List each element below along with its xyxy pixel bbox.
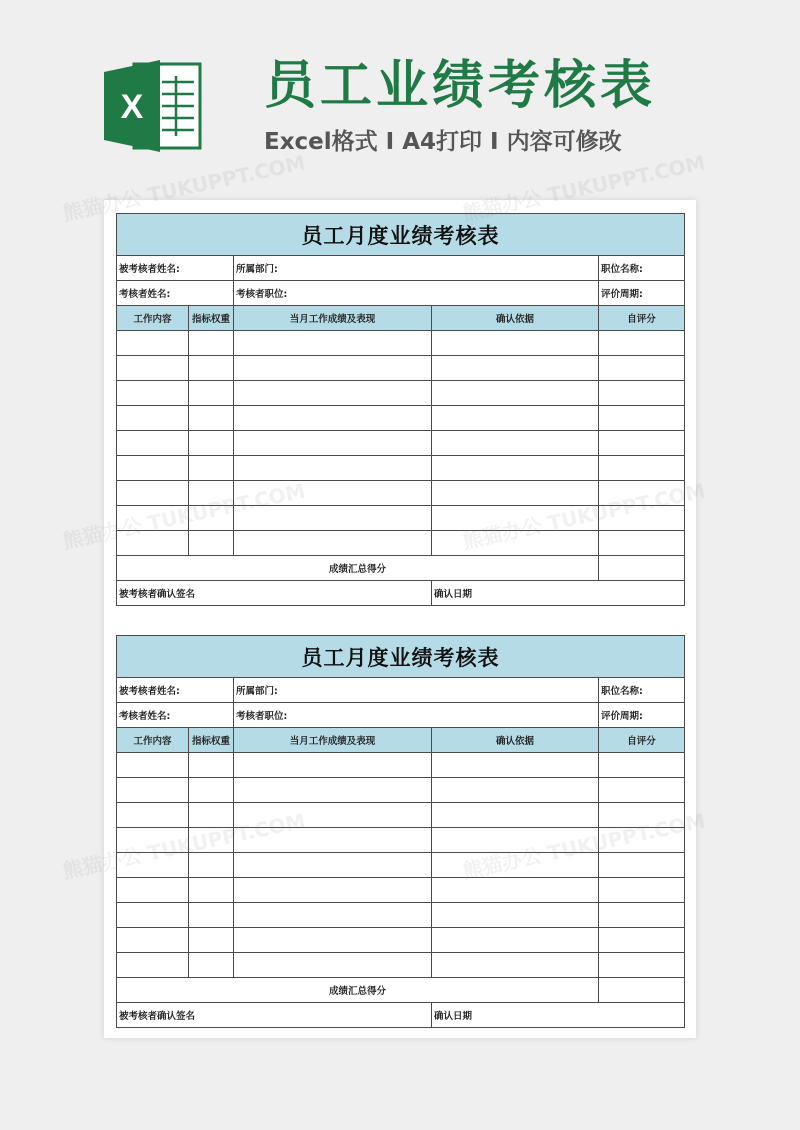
input-cell[interactable] [599,953,685,978]
input-cell[interactable] [432,356,599,381]
input-cell[interactable] [117,953,189,978]
appraisal-form-2 [116,635,684,1028]
table-row [117,778,685,803]
input-cell[interactable] [432,331,599,356]
input-cell[interactable] [234,953,432,978]
input-cell[interactable] [117,878,189,903]
total-score-cell[interactable] [599,556,685,581]
input-cell[interactable] [117,778,189,803]
table-row [117,431,685,456]
info-field[interactable]: 考核者姓名: [117,703,234,728]
input-cell[interactable] [117,481,189,506]
table-row [117,331,685,356]
input-cell[interactable] [234,928,432,953]
input-cell[interactable] [599,853,685,878]
watermark: 熊猫办公 TUKUPPT.COM [460,150,708,226]
input-cell[interactable] [234,356,432,381]
page-header [0,0,800,180]
svg-text:X: X [120,88,144,126]
input-cell[interactable] [189,356,234,381]
input-cell[interactable] [189,953,234,978]
table-row [117,828,685,853]
input-cell[interactable] [432,853,599,878]
input-cell[interactable] [189,803,234,828]
table-row [117,506,685,531]
info-field[interactable]: 所属部门: [234,256,599,281]
table-row [117,803,685,828]
input-cell[interactable] [432,431,599,456]
input-cell[interactable] [189,928,234,953]
page-title: 员工业绩考核表 [264,56,657,116]
watermark: 熊猫办公 TUKUPPT.COM [60,150,308,226]
input-cell[interactable] [117,506,189,531]
input-cell[interactable] [599,481,685,506]
input-cell[interactable] [234,456,432,481]
total-score-cell[interactable] [599,978,685,1003]
input-cell[interactable] [599,456,685,481]
input-cell[interactable] [599,878,685,903]
confirm-date-field[interactable]: 确认日期 [432,581,685,606]
input-cell[interactable] [599,903,685,928]
excel-logo-icon [104,58,204,154]
input-cell[interactable] [234,506,432,531]
input-cell[interactable] [189,531,234,556]
paper-sheet [104,200,696,1038]
input-cell[interactable] [234,903,432,928]
input-cell[interactable] [117,406,189,431]
total-score-label: 成绩汇总得分 [117,556,599,581]
table-row [117,406,685,431]
column-header: 确认依据 [432,728,599,753]
column-header: 当月工作成绩及表现 [234,728,432,753]
input-cell[interactable] [234,331,432,356]
input-cell[interactable] [189,481,234,506]
input-cell[interactable] [117,753,189,778]
input-cell[interactable] [599,828,685,853]
input-cell[interactable] [189,456,234,481]
input-cell[interactable] [117,531,189,556]
table-row [117,531,685,556]
input-cell[interactable] [432,903,599,928]
signature-field[interactable]: 被考核者确认签名 [117,581,432,606]
input-cell[interactable] [599,928,685,953]
input-cell[interactable] [599,356,685,381]
column-header: 工作内容 [117,306,189,331]
input-cell[interactable] [432,531,599,556]
input-cell[interactable] [117,853,189,878]
input-cell[interactable] [432,803,599,828]
input-cell[interactable] [234,481,432,506]
input-cell[interactable] [599,431,685,456]
info-field[interactable]: 职位名称: [599,678,685,703]
input-cell[interactable] [189,331,234,356]
table-row [117,903,685,928]
total-score-label: 成绩汇总得分 [117,978,599,1003]
input-cell[interactable] [117,381,189,406]
column-header: 指标权重 [189,306,234,331]
table-row [117,456,685,481]
table-row [117,853,685,878]
input-cell[interactable] [432,506,599,531]
input-cell[interactable] [234,531,432,556]
input-cell[interactable] [189,853,234,878]
input-cell[interactable] [234,828,432,853]
signature-field[interactable]: 被考核者确认签名 [117,1003,432,1028]
table-row [117,928,685,953]
input-cell[interactable] [432,778,599,803]
input-cell[interactable] [189,903,234,928]
watermark: 熊猫办公 [60,513,144,554]
appraisal-table [116,635,685,1028]
info-field[interactable]: 考核者职位: [234,281,599,306]
input-cell[interactable] [117,928,189,953]
input-cell[interactable] [117,356,189,381]
input-cell[interactable] [432,481,599,506]
input-cell[interactable] [117,331,189,356]
info-field[interactable]: 职位名称: [599,256,685,281]
info-field[interactable]: 所属部门: [234,678,599,703]
info-field[interactable]: 评价周期: [599,281,685,306]
info-field[interactable]: 被考核者姓名: [117,256,234,281]
watermark: 熊猫办公 [60,843,144,884]
input-cell[interactable] [599,803,685,828]
info-field[interactable]: 考核者姓名: [117,281,234,306]
input-cell[interactable] [189,406,234,431]
table-row [117,381,685,406]
input-cell[interactable] [599,778,685,803]
input-cell[interactable] [432,753,599,778]
input-cell[interactable] [189,828,234,853]
input-cell[interactable] [189,381,234,406]
confirm-date-field[interactable]: 确认日期 [432,1003,685,1028]
input-cell[interactable] [117,456,189,481]
input-cell[interactable] [117,828,189,853]
input-cell[interactable] [189,878,234,903]
input-cell[interactable] [432,456,599,481]
input-cell[interactable] [234,878,432,903]
table-row [117,878,685,903]
input-cell[interactable] [432,878,599,903]
input-cell[interactable] [432,828,599,853]
input-cell[interactable] [432,406,599,431]
table-row [117,753,685,778]
input-cell[interactable] [599,331,685,356]
input-cell[interactable] [189,753,234,778]
appraisal-table [116,213,685,606]
input-cell[interactable] [599,381,685,406]
input-cell[interactable] [234,406,432,431]
input-cell[interactable] [432,928,599,953]
table-row [117,481,685,506]
input-cell[interactable] [234,803,432,828]
table-row [117,953,685,978]
column-header: 自评分 [599,728,685,753]
input-cell[interactable] [234,431,432,456]
form-title: 员工月度业绩考核表 [117,636,685,678]
input-cell[interactable] [117,903,189,928]
column-header: 自评分 [599,306,685,331]
form-title: 员工月度业绩考核表 [117,214,685,256]
column-header: 当月工作成绩及表现 [234,306,432,331]
column-header: 确认依据 [432,306,599,331]
input-cell[interactable] [599,753,685,778]
info-field[interactable]: 评价周期: [599,703,685,728]
info-field[interactable]: 被考核者姓名: [117,678,234,703]
input-cell[interactable] [432,381,599,406]
appraisal-form-1 [116,213,684,606]
page-subtitle: Excel格式 Ι A4打印 Ι 内容可修改 [264,129,622,155]
column-header: 工作内容 [117,728,189,753]
column-header: 指标权重 [189,728,234,753]
info-field[interactable]: 考核者职位: [234,703,599,728]
input-cell[interactable] [432,953,599,978]
input-cell[interactable] [117,431,189,456]
input-cell[interactable] [234,753,432,778]
table-row [117,356,685,381]
input-cell[interactable] [189,778,234,803]
input-cell[interactable] [117,803,189,828]
input-cell[interactable] [599,406,685,431]
input-cell[interactable] [189,431,234,456]
input-cell[interactable] [599,506,685,531]
input-cell[interactable] [599,531,685,556]
input-cell[interactable] [234,778,432,803]
input-cell[interactable] [234,853,432,878]
input-cell[interactable] [189,506,234,531]
input-cell[interactable] [234,381,432,406]
